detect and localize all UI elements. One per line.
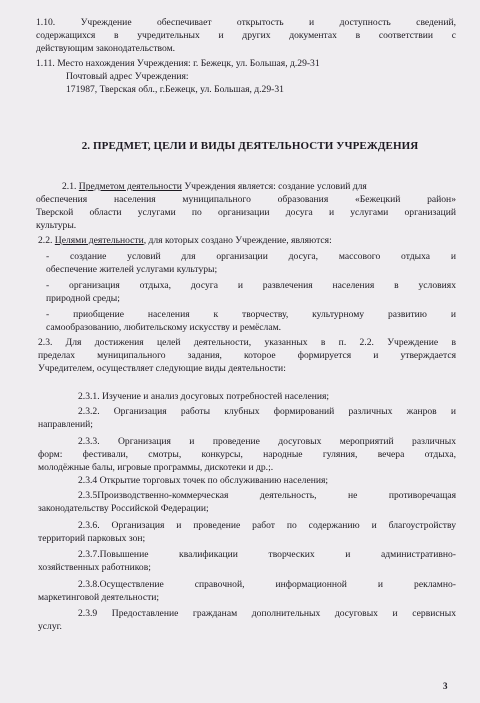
activity-2-3-9-line-2: услуг. bbox=[38, 621, 62, 632]
activity-2-3-5-line-2: законодательству Российской Федерации; bbox=[38, 503, 209, 514]
section-2-3-line-3: Учредителем, осуществляет следующие виды деятельности: bbox=[38, 363, 286, 374]
section-2-2-number: 2.2. bbox=[38, 235, 55, 246]
section-2-3-line-2: пределах муниципального задания, которое формируется и утверждается bbox=[38, 350, 456, 361]
goal-3-line-2: самообразованию, любительскому искусству и ремёслам. bbox=[46, 322, 282, 333]
section-2-1-line-4: культуры. bbox=[36, 220, 77, 231]
activity-2-3-2-line-2: направлений; bbox=[38, 419, 93, 430]
section-2-2-line-1-rest: , для которых создано Учреждение, являются: bbox=[143, 235, 332, 246]
page-number: 3 bbox=[443, 681, 448, 691]
subject-of-activity-term: Предметом деятельности bbox=[78, 181, 182, 192]
activity-2-3-3-line-3: молодёжные балы, игровые программы, дискотеки и др.;. bbox=[38, 462, 274, 473]
goal-2-line-1: - организация отдыха, досуга и развлечения населения в условиях bbox=[46, 280, 456, 291]
section-2-3-line-1: 2.3. Для достижения целей деятельности, указанных в п. 2.2. Учреждение в bbox=[38, 337, 456, 348]
activity-2-3-7-line-1: 2.3.7.Повышение квалификации творческих и административно- bbox=[78, 549, 456, 560]
section-1-10-line-2: содержащихся в учредительных и других документах в соответствии с bbox=[36, 30, 456, 41]
activity-2-3-8-line-2: маркетинговой деятельности; bbox=[38, 592, 160, 603]
activity-2-3-2-line-1: 2.3.2. Организация работы клубных формирований различных жанров и bbox=[78, 406, 456, 417]
activity-2-3-9-line-1: 2.3.9 Предоставление гражданам дополнительных досуговых и сервисных bbox=[78, 608, 456, 619]
section-2-1-line-1 bbox=[62, 181, 367, 192]
activity-2-3-5-line-1: 2.3.5Производственно-коммерческая деятельность, не противоречащая bbox=[78, 490, 456, 501]
section-2-1-line-1-rest: Учреждения является: создание условий для bbox=[181, 181, 367, 192]
activity-2-3-7-line-2: хозяйственных работников; bbox=[38, 562, 151, 573]
section-1-10-line-3: действующим законодательством. bbox=[36, 43, 176, 54]
goal-1-line-1: - создание условий для организации досуга, массового отдыха и bbox=[46, 251, 456, 262]
postal-address-value: 171987, Тверская обл., г.Бежецк, ул. Большая, д.29-31 bbox=[66, 84, 284, 95]
activity-2-3-1: 2.3.1. Изучение и анализ досуговых потребностей населения; bbox=[78, 391, 330, 402]
goal-1-line-2: обеспечение жителей услугами культуры; bbox=[46, 264, 218, 275]
section-1-11-line-1: 1.11. Место нахождения Учреждения: г. Бежецк, ул. Большая, д.29-31 bbox=[36, 58, 320, 69]
goals-of-activity-term: Целями деятельности bbox=[54, 235, 144, 246]
activity-2-3-3-line-2: форм: фестивали, смотры, конкурсы, народные гуляния, вечера отдыха, bbox=[38, 449, 456, 460]
goal-2-line-2: природной среды; bbox=[46, 293, 120, 304]
section-2-1-line-3: Тверской области услугами по организации досуга и услугами организаций bbox=[36, 207, 456, 218]
section-2-1-line-2: обеспечения населения муниципального образования «Бежецкий район» bbox=[36, 194, 456, 205]
activity-2-3-6-line-1: 2.3.6. Организация и проведение работ по содержанию и благоустройству bbox=[78, 520, 456, 531]
goal-3-line-1: - приобщение населения к творчеству, культурному развитию и bbox=[46, 309, 456, 320]
activity-2-3-4: 2.3.4 Открытие торговых точек по обслуживанию населения; bbox=[78, 475, 329, 486]
activity-2-3-8-line-1: 2.3.8.Осуществление справочной, информационной и рекламно- bbox=[78, 579, 456, 590]
postal-address-label: Почтовый адрес Учреждения: bbox=[66, 71, 189, 82]
activity-2-3-3-line-1: 2.3.3. Организация и проведение досуговых мероприятий различных bbox=[78, 436, 456, 447]
section-2-2-line-1 bbox=[38, 235, 332, 246]
section-heading: 2. ПРЕДМЕТ, ЦЕЛИ И ВИДЫ ДЕЯТЕЛЬНОСТИ УЧРЕЖДЕНИЯ bbox=[81, 140, 419, 152]
activity-2-3-6-line-2: территорий парковых зон; bbox=[38, 533, 146, 544]
section-1-10-line-1: 1.10. Учреждение обеспечивает открытость и доступность сведений, bbox=[36, 17, 456, 28]
section-2-1-number: 2.1. bbox=[62, 181, 79, 192]
